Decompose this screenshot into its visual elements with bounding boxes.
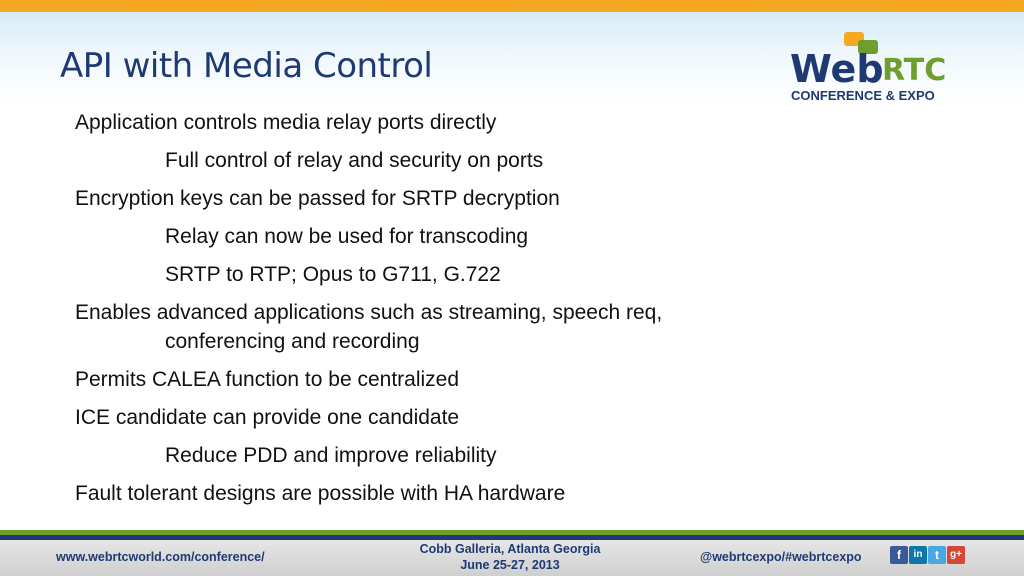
twitter-icon[interactable]: t [928, 546, 946, 564]
bullet-line: Enables advanced applications such as streaming, speech req, [75, 301, 663, 324]
footer-website-link[interactable]: www.webrtcworld.com/conference/ [56, 550, 265, 564]
bullet-line: Encryption keys can be passed for SRTP decryption [75, 187, 560, 210]
bullet-line: Fault tolerant designs are possible with HA hardware [75, 482, 566, 505]
sub-bullet-line: SRTP to RTP; Opus to G711, G.722 [165, 263, 501, 286]
webrtc-logo [788, 32, 970, 104]
linkedin-icon[interactable]: in [909, 546, 927, 564]
footer-dates: June 25-27, 2013 [460, 558, 560, 572]
sub-bullet-line: Reduce PDD and improve reliability [165, 444, 497, 467]
sub-bullet-line: Full control of relay and security on ports [165, 149, 544, 172]
footer-social-handle[interactable]: @webrtcexpo/#webrtcexpo [700, 550, 862, 564]
footer-venue: Cobb Galleria, Atlanta Georgia [419, 542, 601, 556]
slide-footer [0, 540, 1024, 576]
bullet-line: Permits CALEA function to be centralized [75, 368, 460, 391]
sub-bullet-line: Relay can now be used for transcoding [165, 225, 529, 248]
top-accent-bar [0, 0, 1024, 12]
logo-web-text: Web [790, 47, 884, 91]
google-plus-icon[interactable]: g+ [947, 546, 965, 564]
footer-event-info [400, 541, 620, 573]
facebook-icon[interactable]: f [890, 546, 908, 564]
logo-rtc-text: RTC [882, 53, 947, 88]
bullet-continuation-line: conferencing and recording [165, 330, 420, 353]
bullet-line: ICE candidate can provide one candidate [75, 406, 460, 429]
slide-title: API with Media Control [60, 46, 433, 86]
logo-tagline: CONFERENCE & EXPO [791, 88, 935, 103]
bullet-line: Application controls media relay ports directly [75, 111, 497, 134]
